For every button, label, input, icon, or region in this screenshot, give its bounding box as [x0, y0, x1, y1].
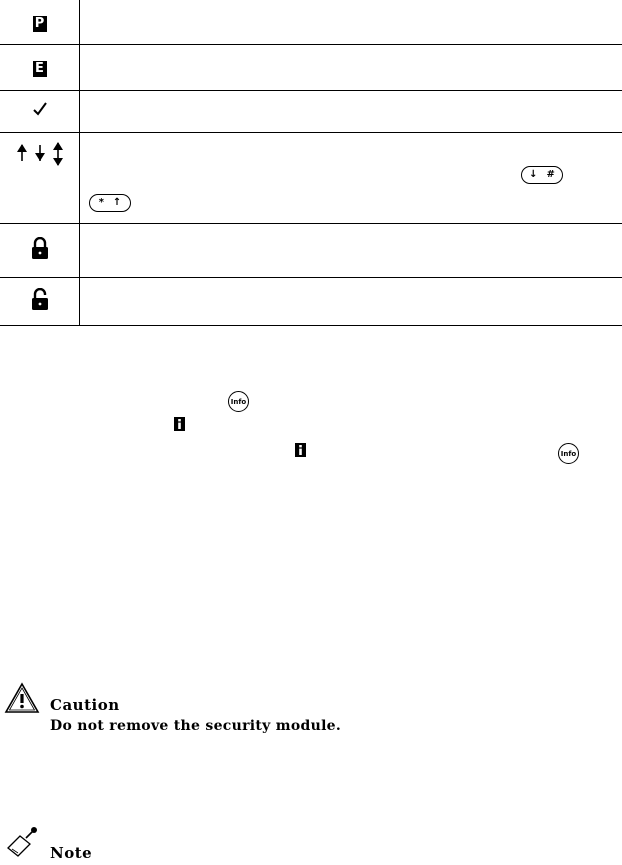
scroll-arrows-icon [13, 141, 67, 167]
icon-legend-table [0, 0, 622, 326]
up-arrow-icon: ↑ [112, 197, 122, 208]
table-row [0, 223, 622, 277]
caution-title: Caution [50, 696, 120, 714]
down-arrow-icon: ↓ [529, 169, 538, 180]
info-i-icon [174, 417, 185, 431]
icon-cell [0, 44, 80, 90]
caution-warning-icon [4, 682, 40, 714]
description-cell [80, 0, 622, 44]
description-cell [80, 223, 622, 277]
icon-cell [0, 132, 80, 223]
note-pushpin-icon [6, 826, 40, 858]
hash-symbol: # [546, 169, 555, 180]
table-row [0, 44, 622, 90]
table-row [0, 0, 622, 44]
icon-cell [0, 223, 80, 277]
info-button-icon: Info [558, 443, 579, 464]
description-cell [80, 132, 622, 223]
table-row [0, 277, 622, 325]
caution-text: Do not remove the security module. [50, 718, 342, 734]
note-title: Note [50, 844, 93, 862]
program-p-icon: P [33, 16, 47, 32]
description-cell [80, 44, 622, 90]
description-cell [80, 90, 622, 132]
table-row [0, 90, 622, 132]
icon-cell [0, 90, 80, 132]
star-symbol: * [98, 197, 104, 208]
description-cell [80, 277, 622, 325]
star-up-key [89, 194, 131, 212]
info-button-icon: Info [228, 391, 249, 412]
checkmark-icon [32, 101, 48, 117]
edit-e-icon: E [33, 61, 47, 77]
table-row [0, 132, 622, 223]
info-i-icon [295, 443, 306, 457]
icon-cell [0, 277, 80, 325]
lock-open-icon [31, 288, 49, 310]
down-hash-key [521, 166, 563, 184]
icon-cell [0, 0, 80, 44]
lock-closed-icon [31, 237, 49, 259]
